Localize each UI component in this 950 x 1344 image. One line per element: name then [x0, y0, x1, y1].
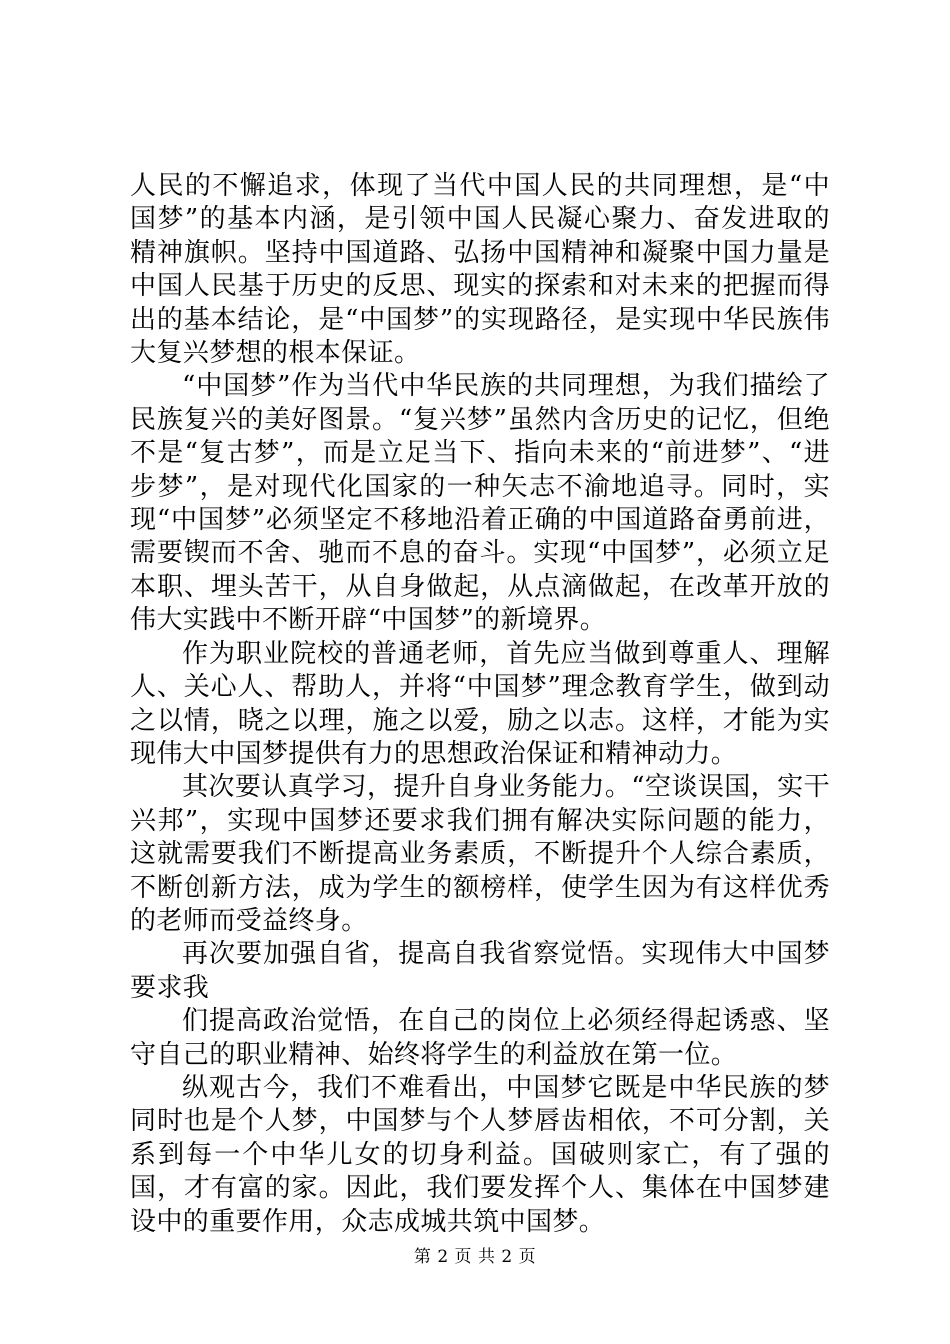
paragraph-1: 人民的不懈追求，体现了当代中国人民的共同理想，是“中国梦”的基本内涵，是引领中国人民凝心聚力、奋发进取的精神旗帜。坚持中国道路、弘扬中国精神和凝聚中国力量是中国人民基于历史的反思、现实的探索和对未来的把握而得出的基本结论，是“中国梦”的实现路径，是实现中华民族伟大复兴梦想的根本保证。 — [130, 171, 830, 369]
paragraph-6: 们提高政治觉悟，在自己的岗位上必须经得起诱惑、坚守自己的职业精神、始终将学生的利益放在第一位。 — [130, 1006, 830, 1070]
paragraph-5: 再次要加强自省，提高自我省察觉悟。实现伟大中国梦要求我 — [130, 939, 830, 1003]
paragraph-7: 纵观古今，我们不难看出，中国梦它既是中华民族的梦同时也是个人梦，中国梦与个人梦唇齿相依，不可分割，关系到每一个中华儿女的切身利益。国破则家亡，有了强的国，才有富的家。因此，我们要发挥个人、集体在中国梦建设中的重要作用，众志成城共筑中国梦。 — [130, 1072, 830, 1237]
paragraph-3: 作为职业院校的普通老师，首先应当做到尊重人、理解人、关心人、帮助人，并将“中国梦”理念教育学生，做到动之以情，晓之以理，施之以爱，励之以志。这样，才能为实现伟大中国梦提供有力的思想政治保证和精神动力。 — [130, 638, 830, 769]
page-footer — [0, 1246, 950, 1268]
paragraph-2: “中国梦”作为当代中华民族的共同理想，为我们描绘了民族复兴的美好图景。“复兴梦”虽然内含历史的记忆，但绝不是“复古梦”，而是立足当下、指向未来的“前进梦”、“进步梦”，是对现代化国家的一种矢志不渝地追寻。同时，实现“中国梦”必须坚定不移地沿着正确的中国道路奋勇前进，需要锲而不舍、驰而不息的奋斗。实现“中国梦”，必须立足本职、埋头苦干，从自身做起，从点滴做起，在改革开放的伟大实践中不断开辟“中国梦”的新境界。 — [130, 371, 830, 636]
document-body — [130, 170, 830, 1239]
paragraph-4: 其次要认真学习，提升自身业务能力。“空谈误国，实干兴邦”，实现中国梦还要求我们拥有解决实际问题的能力，这就需要我们不断提高业务素质，不断提升个人综合素质，不断创新方法，成为学生的额榜样，使学生因为有这样优秀的老师而受益终身。 — [130, 772, 830, 936]
page-number-label: 第 2 页 共 2 页 — [413, 1247, 537, 1267]
